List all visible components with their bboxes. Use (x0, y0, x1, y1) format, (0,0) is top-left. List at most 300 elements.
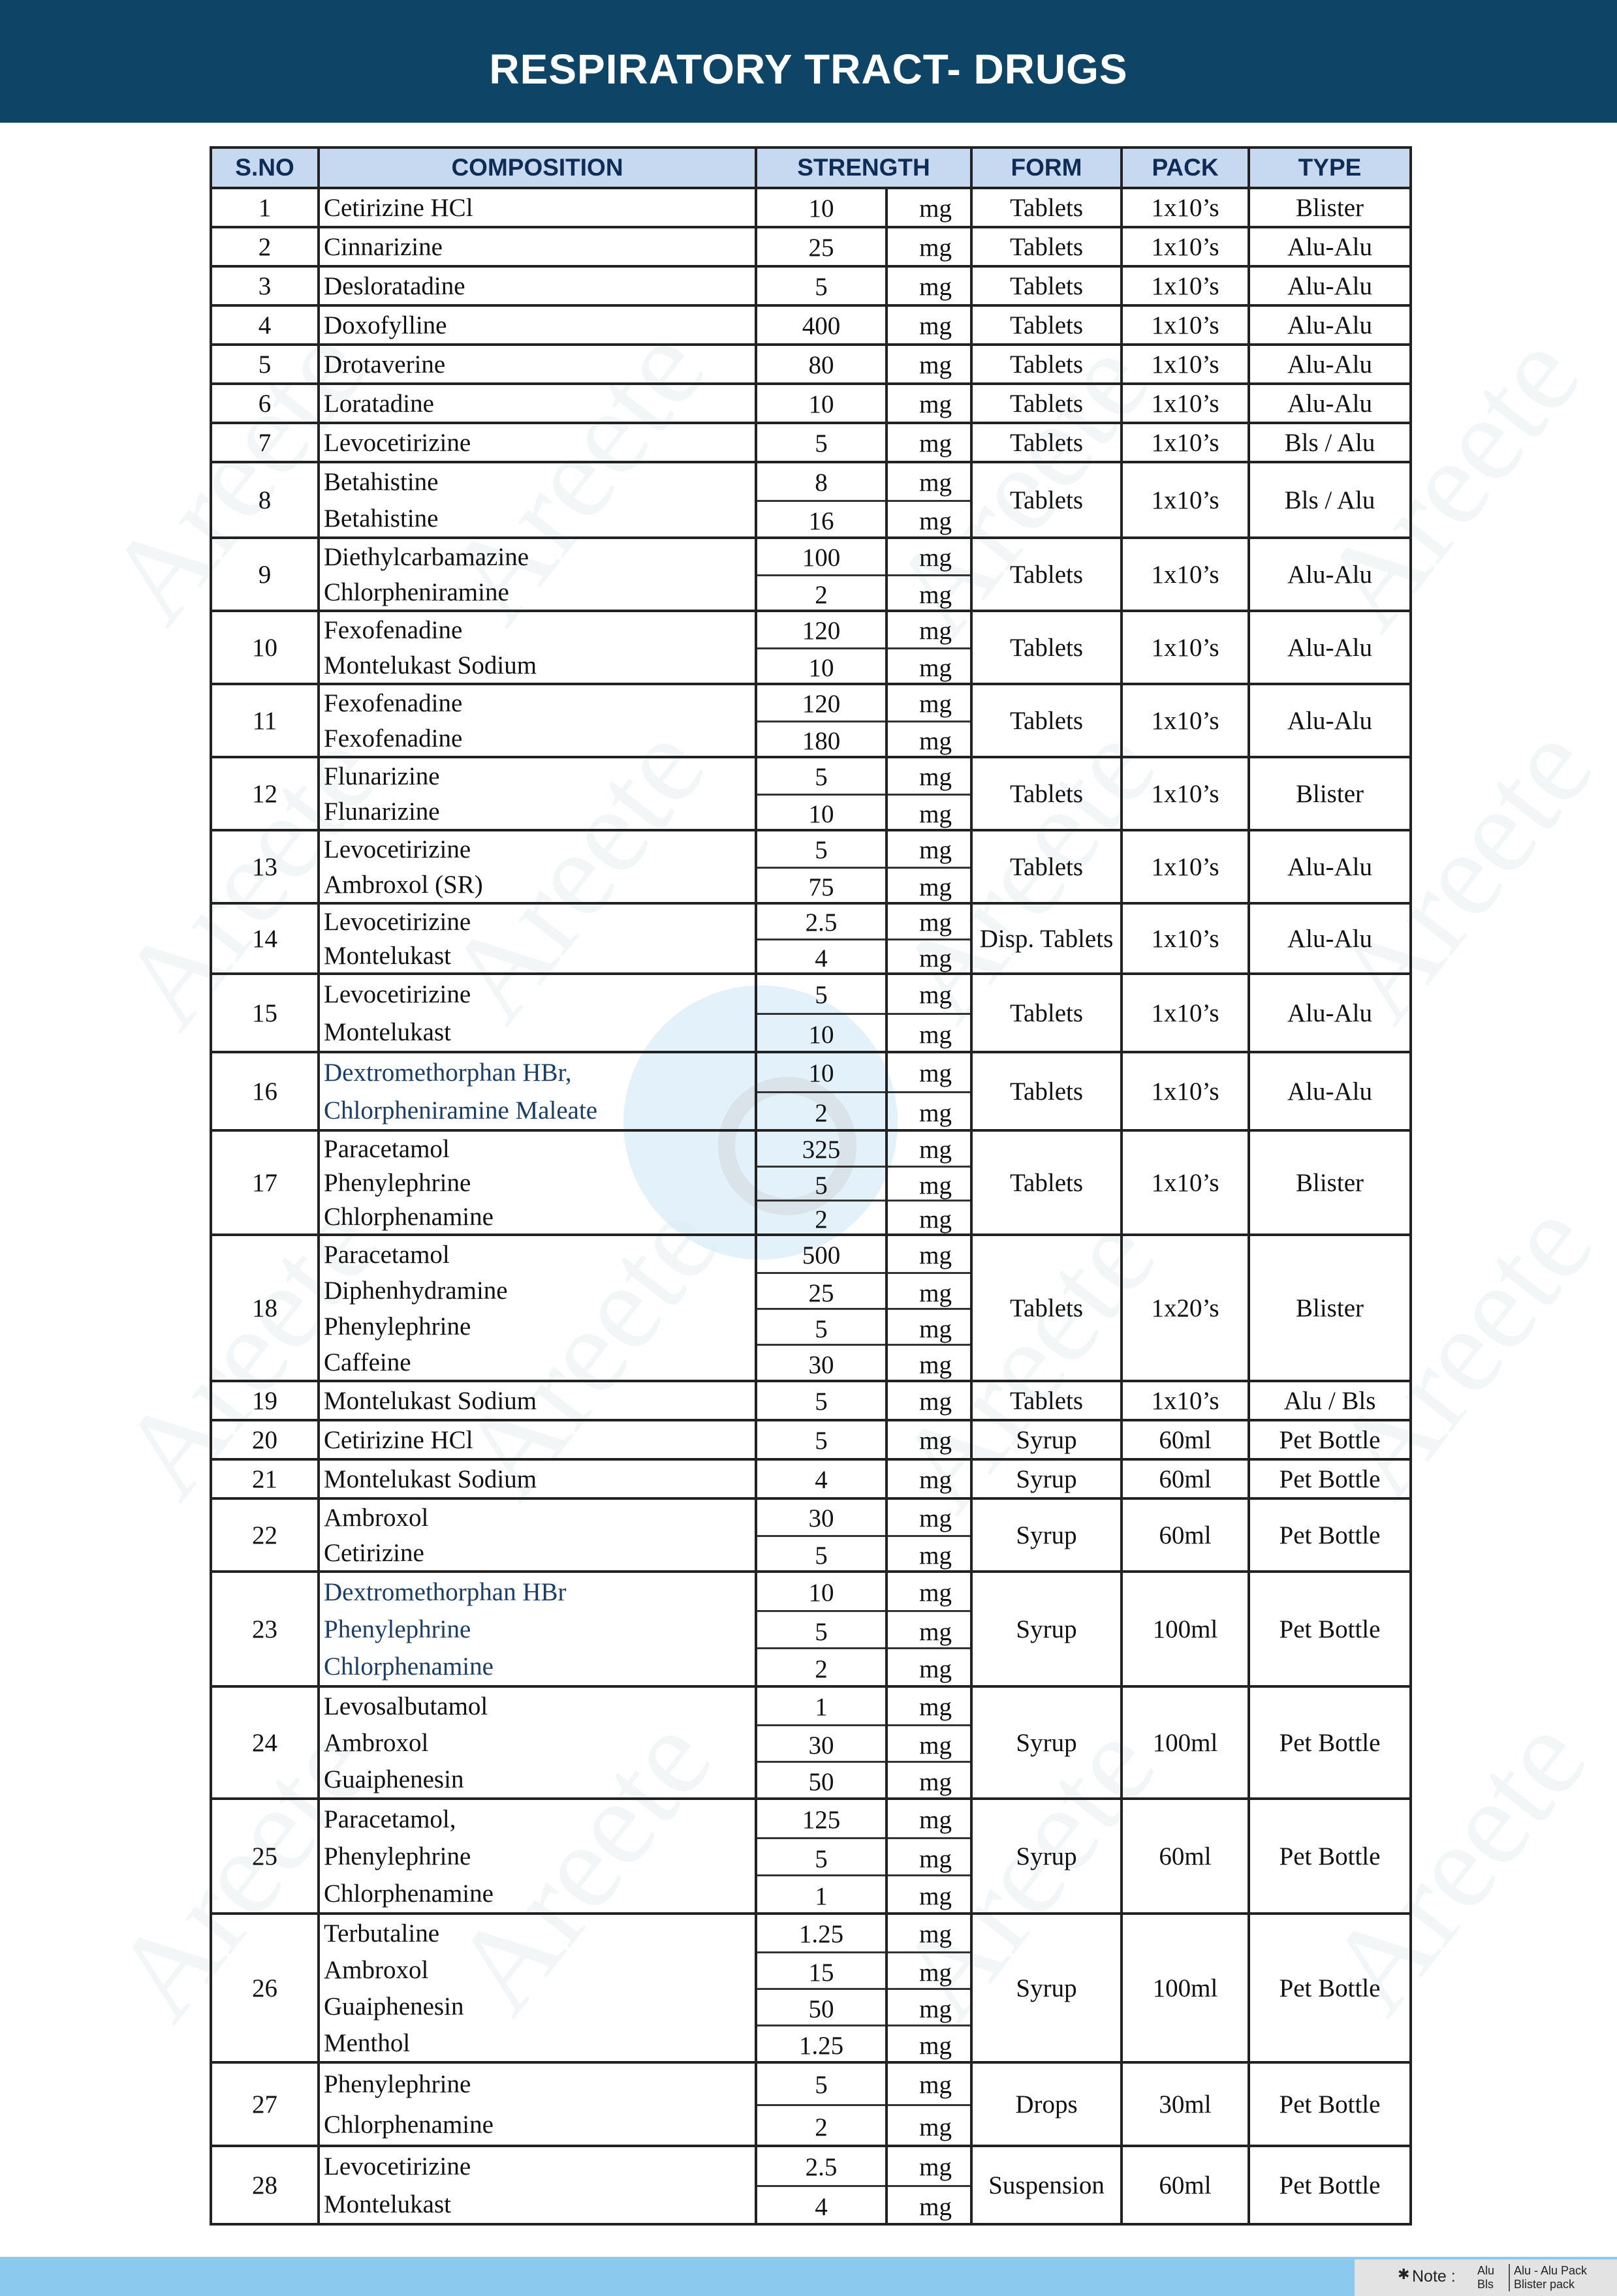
cell-form: Syrup (971, 1572, 1122, 1686)
cell-strength-value (756, 266, 887, 305)
cell-pack: 1x10’s (1122, 830, 1249, 903)
strength-unit: mg (888, 1308, 970, 1344)
cell-strength-value (756, 423, 887, 462)
cell-strength-unit (887, 2062, 971, 2146)
strength-unit: mg (919, 1504, 952, 1532)
cell-type: Alu-Alu (1249, 227, 1411, 266)
cell-pack: 1x10’s (1122, 462, 1249, 538)
table-row (211, 1235, 1411, 1381)
cell-sno: 26 (211, 1914, 319, 2062)
composition-ingredient: Phenylephrine (324, 1615, 471, 1643)
strength-unit: mg (888, 1837, 970, 1874)
drug-table (210, 146, 1412, 2226)
strength-value: 2 (757, 574, 885, 610)
table-row (211, 1381, 1411, 1420)
cell-strength-value (756, 830, 887, 903)
cell-form: Tablets (971, 974, 1122, 1052)
cell-form: Syrup (971, 1914, 1122, 2062)
cell-strength-value (756, 1130, 887, 1235)
cell-form: Disp. Tablets (971, 903, 1122, 974)
table-row (211, 1914, 1411, 2062)
cell-sno: 21 (211, 1459, 319, 1498)
composition-ingredient: Levocetirizine (324, 908, 471, 936)
cell-composition (319, 345, 756, 384)
composition-ingredient: Cetirizine HCl (324, 194, 473, 222)
strength-value: 325 (802, 1136, 841, 1164)
strength-value: 100 (802, 544, 841, 572)
strength-unit: mg (888, 867, 970, 902)
table-row (211, 1686, 1411, 1799)
cell-type: Bls / Alu (1249, 423, 1411, 462)
composition-ingredient: Paracetamol, (324, 1805, 456, 1833)
cell-pack: 1x10’s (1122, 757, 1249, 830)
cell-sno: 16 (211, 1052, 319, 1130)
table-row (211, 830, 1411, 903)
strength-unit: mg (888, 721, 970, 756)
cell-composition (319, 1459, 756, 1498)
table-row (211, 345, 1411, 384)
strength-unit: mg (919, 617, 952, 645)
table-row (211, 2062, 1411, 2146)
strength-unit: mg (888, 2104, 970, 2145)
cell-pack: 1x10’s (1122, 1381, 1249, 1420)
cell-type: Pet Bottle (1249, 1498, 1411, 1572)
header-sno: S.NO (211, 147, 319, 188)
strength-value: 5 (757, 1610, 885, 1647)
header-form: FORM (971, 147, 1122, 188)
cell-strength-value (756, 1572, 887, 1686)
composition-ingredient: Loratadine (324, 390, 434, 418)
strength-unit: mg (919, 1920, 952, 1948)
cell-strength-unit (887, 384, 971, 423)
composition-ingredient: Fexofenadine (324, 616, 463, 644)
composition-ingredient: Cinnarizine (324, 233, 443, 261)
composition-ingredient: Phenylephrine (324, 2070, 471, 2098)
strength-value: 10 (808, 1059, 834, 1087)
cell-strength-unit (887, 423, 971, 462)
strength-unit: mg (888, 1951, 970, 1988)
cell-form: Tablets (971, 266, 1122, 305)
cell-strength-unit (887, 1459, 971, 1498)
strength-unit: mg (919, 1579, 952, 1607)
table-row (211, 305, 1411, 345)
strength-value: 5 (815, 981, 828, 1009)
cell-pack: 1x10’s (1122, 903, 1249, 974)
table-row (211, 1498, 1411, 1572)
cell-strength-unit (887, 1799, 971, 1914)
cell-pack: 1x20’s (1122, 1235, 1249, 1381)
cell-pack: 1x10’s (1122, 538, 1249, 611)
composition-ingredient: Levocetirizine (324, 980, 471, 1008)
cell-composition (319, 903, 756, 974)
cell-strength-value (756, 384, 887, 423)
strength-unit: mg (919, 1241, 952, 1269)
cell-strength-unit (887, 1130, 971, 1235)
cell-form: Tablets (971, 538, 1122, 611)
cell-strength-unit (887, 305, 971, 345)
strength-unit: mg (888, 1272, 970, 1308)
strength-unit: mg (919, 2153, 952, 2181)
header-composition: COMPOSITION (319, 147, 756, 188)
cell-strength-value (756, 1914, 887, 2062)
strength-unit: mg (919, 390, 952, 418)
cell-form: Tablets (971, 1235, 1122, 1381)
strength-value: 10 (808, 194, 834, 223)
note-descriptions (1509, 2264, 1587, 2291)
cell-sno: 24 (211, 1686, 319, 1799)
cell-pack: 100ml (1122, 1572, 1249, 1686)
composition-ingredient: Montelukast (324, 1018, 451, 1046)
cell-sno: 7 (211, 423, 319, 462)
cell-strength-value (756, 903, 887, 974)
composition-ingredient: Levosalbutamol (324, 1692, 488, 1720)
cell-form: Tablets (971, 1381, 1122, 1420)
table-row (211, 227, 1411, 266)
header-pack: PACK (1122, 147, 1249, 188)
cell-composition (319, 1420, 756, 1459)
cell-strength-unit (887, 1914, 971, 2062)
cell-strength-unit (887, 611, 971, 684)
composition-ingredient: Dextromethorphan HBr, (324, 1059, 572, 1087)
table-row (211, 611, 1411, 684)
strength-value: 10 (757, 1013, 885, 1051)
strength-value: 5 (815, 763, 828, 791)
cell-sno: 4 (211, 305, 319, 345)
cell-strength-unit (887, 1052, 971, 1130)
strength-value: 16 (757, 500, 885, 536)
cell-type: Bls / Alu (1249, 462, 1411, 538)
composition-ingredient: Montelukast (324, 2190, 451, 2218)
strength-value: 2 (757, 1200, 885, 1233)
cell-sno: 11 (211, 684, 319, 757)
cell-strength-value (756, 1052, 887, 1130)
cell-type: Alu-Alu (1249, 266, 1411, 305)
strength-value: 10 (808, 390, 834, 418)
strength-value: 25 (757, 1272, 885, 1308)
cell-form: Tablets (971, 462, 1122, 538)
composition-ingredient: Flunarizine (324, 762, 440, 790)
cell-strength-value (756, 684, 887, 757)
cell-strength-value (756, 345, 887, 384)
composition-ingredient: Terbutaline (324, 1919, 440, 1947)
strength-unit: mg (888, 1874, 970, 1912)
strength-value: 4 (757, 2185, 885, 2223)
table-row (211, 384, 1411, 423)
table-row (211, 1052, 1411, 1130)
strength-value: 2 (757, 1647, 885, 1684)
composition-ingredient: Desloratadine (324, 272, 465, 300)
strength-unit: mg (919, 1466, 952, 1494)
cell-sno: 27 (211, 2062, 319, 2146)
composition-ingredient: Montelukast Sodium (324, 1465, 537, 1493)
strength-unit: mg (888, 1535, 970, 1570)
strength-value: 180 (757, 721, 885, 756)
strength-value: 5 (815, 1427, 828, 1455)
cell-type: Pet Bottle (1249, 1799, 1411, 1914)
strength-value: 10 (757, 794, 885, 829)
cell-sno: 8 (211, 462, 319, 538)
note-label: Note : (1412, 2267, 1456, 2286)
cell-composition (319, 1235, 756, 1381)
cell-strength-value (756, 188, 887, 227)
table-row (211, 1799, 1411, 1914)
cell-strength-unit (887, 2146, 971, 2224)
cell-form: Tablets (971, 384, 1122, 423)
cell-pack: 60ml (1122, 1498, 1249, 1572)
composition-ingredient: Guaiphenesin (324, 1993, 464, 2021)
cell-sno: 2 (211, 227, 319, 266)
composition-ingredient: Menthol (324, 2029, 411, 2057)
cell-strength-unit (887, 345, 971, 384)
strength-unit: mg (919, 1388, 952, 1416)
strength-value: 25 (808, 234, 834, 262)
cell-form: Tablets (971, 684, 1122, 757)
composition-ingredient: Paracetamol (324, 1241, 450, 1269)
cell-form: Syrup (971, 1498, 1122, 1572)
composition-ingredient: Levocetirizine (324, 429, 471, 457)
header-strength: STRENGTH (756, 147, 971, 188)
cell-composition (319, 305, 756, 345)
cell-type: Pet Bottle (1249, 1686, 1411, 1799)
cell-composition (319, 974, 756, 1052)
composition-ingredient: Cetirizine (324, 1539, 424, 1567)
table-row (211, 1420, 1411, 1459)
composition-ingredient: Ambroxol (SR) (324, 871, 483, 899)
composition-ingredient: Ambroxol (324, 1956, 429, 1984)
cell-sno: 9 (211, 538, 319, 611)
cell-strength-unit (887, 974, 971, 1052)
cell-strength-unit (887, 1572, 971, 1686)
strength-unit: mg (919, 1059, 952, 1087)
cell-composition (319, 1572, 756, 1686)
cell-type: Pet Bottle (1249, 2062, 1411, 2146)
cell-sno: 5 (211, 345, 319, 384)
cell-form: Syrup (971, 1799, 1122, 1914)
cell-type: Pet Bottle (1249, 2146, 1411, 2224)
cell-form: Tablets (971, 1052, 1122, 1130)
strength-value: 125 (802, 1806, 841, 1834)
cell-sno: 19 (211, 1381, 319, 1420)
cell-form: Tablets (971, 345, 1122, 384)
cell-sno: 1 (211, 188, 319, 227)
cell-form: Tablets (971, 1130, 1122, 1235)
strength-value: 50 (757, 1761, 885, 1797)
cell-type: Blister (1249, 1235, 1411, 1381)
cell-form: Tablets (971, 227, 1122, 266)
table-row (211, 538, 1411, 611)
cell-type: Alu-Alu (1249, 538, 1411, 611)
cell-composition (319, 1498, 756, 1572)
composition-ingredient: Chlorpheniramine (324, 578, 509, 606)
cell-strength-value (756, 1381, 887, 1420)
strength-value: 2 (757, 2104, 885, 2145)
strength-unit: mg (919, 312, 952, 340)
strength-unit: mg (888, 1013, 970, 1051)
strength-unit: mg (888, 574, 970, 610)
cell-pack: 1x10’s (1122, 227, 1249, 266)
strength-value: 10 (808, 1579, 834, 1607)
cell-form: Syrup (971, 1420, 1122, 1459)
cell-type: Alu-Alu (1249, 345, 1411, 384)
cell-strength-unit (887, 188, 971, 227)
strength-unit: mg (888, 1344, 970, 1380)
strength-unit: mg (888, 1988, 970, 2025)
strength-unit: mg (888, 2185, 970, 2223)
cell-pack: 1x10’s (1122, 266, 1249, 305)
table-row (211, 684, 1411, 757)
strength-value: 30 (757, 1344, 885, 1380)
cell-composition (319, 757, 756, 830)
strength-value: 5 (757, 1837, 885, 1874)
cell-strength-value (756, 1686, 887, 1799)
composition-ingredient: Ambroxol (324, 1729, 429, 1757)
cell-pack: 1x10’s (1122, 1052, 1249, 1130)
strength-unit: mg (888, 1761, 970, 1797)
composition-ingredient: Diethylcarbamazine (324, 543, 529, 571)
table-row (211, 903, 1411, 974)
composition-ingredient: Phenylephrine (324, 1842, 471, 1870)
cell-type: Alu-Alu (1249, 305, 1411, 345)
cell-strength-value (756, 227, 887, 266)
strength-value: 5 (815, 1388, 828, 1416)
header-type: TYPE (1249, 147, 1411, 188)
cell-sno: 23 (211, 1572, 319, 1686)
strength-value: 5 (757, 1166, 885, 1200)
cell-sno: 6 (211, 384, 319, 423)
strength-value: 80 (808, 351, 834, 379)
page-title: RESPIRATORY TRACT- DRUGS (489, 46, 1128, 93)
strength-value: 5 (815, 273, 828, 301)
strength-unit: mg (919, 908, 952, 937)
strength-value: 5 (815, 429, 828, 458)
cell-composition (319, 2062, 756, 2146)
strength-value: 8 (815, 469, 828, 497)
cell-type: Alu-Alu (1249, 974, 1411, 1052)
cell-composition (319, 266, 756, 305)
strength-unit: mg (888, 2025, 970, 2061)
cell-type: Alu-Alu (1249, 830, 1411, 903)
cell-sno: 28 (211, 2146, 319, 2224)
cell-form: Tablets (971, 757, 1122, 830)
composition-ingredient: Ambroxol (324, 1504, 429, 1532)
cell-type: Blister (1249, 188, 1411, 227)
cell-strength-value (756, 757, 887, 830)
composition-ingredient: Cetirizine HCl (324, 1426, 473, 1454)
cell-form: Syrup (971, 1459, 1122, 1498)
composition-ingredient: Dextromethorphan HBr (324, 1578, 567, 1606)
cell-strength-unit (887, 757, 971, 830)
composition-ingredient: Diphenhydramine (324, 1277, 508, 1305)
cell-pack: 60ml (1122, 2146, 1249, 2224)
strength-unit: mg (919, 351, 952, 379)
cell-sno: 3 (211, 266, 319, 305)
note-description: Blister pack (1514, 2278, 1575, 2291)
cell-type: Pet Bottle (1249, 1572, 1411, 1686)
cell-strength-unit (887, 1686, 971, 1799)
strength-value: 4 (757, 939, 885, 972)
strength-unit: mg (919, 763, 952, 791)
strength-value: 4 (815, 1466, 828, 1494)
cell-strength-value (756, 974, 887, 1052)
cell-composition (319, 1381, 756, 1420)
cell-strength-unit (887, 830, 971, 903)
strength-value: 1.25 (757, 2025, 885, 2061)
composition-ingredient: Levocetirizine (324, 835, 471, 863)
strength-value: 5 (757, 1308, 885, 1344)
cell-type: Pet Bottle (1249, 1420, 1411, 1459)
cell-composition (319, 1686, 756, 1799)
composition-ingredient: Doxofylline (324, 311, 447, 339)
composition-ingredient: Flunarizine (324, 798, 440, 826)
composition-ingredient: Chlorphenamine (324, 1652, 494, 1681)
cell-strength-value (756, 305, 887, 345)
composition-ingredient: Phenylephrine (324, 1169, 471, 1197)
strength-unit: mg (919, 234, 952, 262)
table-row (211, 266, 1411, 305)
cell-type: Alu-Alu (1249, 384, 1411, 423)
cell-strength-value (756, 538, 887, 611)
strength-unit: mg (888, 1724, 970, 1761)
strength-unit: mg (888, 1647, 970, 1684)
cell-pack: 1x10’s (1122, 305, 1249, 345)
cell-pack: 1x10’s (1122, 1130, 1249, 1235)
cell-type: Alu-Alu (1249, 611, 1411, 684)
cell-pack: 60ml (1122, 1799, 1249, 1914)
page-header (0, 0, 1617, 123)
composition-ingredient: Paracetamol (324, 1135, 450, 1163)
cell-form: Tablets (971, 611, 1122, 684)
composition-ingredient: Chlorphenamine (324, 1203, 494, 1231)
cell-pack: 1x10’s (1122, 423, 1249, 462)
strength-unit: mg (919, 2071, 952, 2099)
strength-unit: mg (888, 500, 970, 536)
cell-composition (319, 384, 756, 423)
strength-value: 10 (757, 647, 885, 683)
table-row (211, 423, 1411, 462)
composition-ingredient: Montelukast Sodium (324, 651, 537, 679)
cell-pack: 60ml (1122, 1459, 1249, 1498)
strength-value: 2.5 (805, 908, 838, 937)
strength-unit: mg (919, 194, 952, 223)
cell-strength-value (756, 1235, 887, 1381)
strength-unit: mg (888, 1166, 970, 1200)
cell-sno: 10 (211, 611, 319, 684)
strength-unit: mg (919, 1693, 952, 1721)
cell-sno: 17 (211, 1130, 319, 1235)
strength-unit: mg (919, 429, 952, 458)
cell-form: Drops (971, 2062, 1122, 2146)
drug-table-body (211, 188, 1411, 2224)
strength-value: 50 (757, 1988, 885, 2025)
cell-sno: 14 (211, 903, 319, 974)
cell-composition (319, 2146, 756, 2224)
cell-strength-value (756, 611, 887, 684)
composition-ingredient: Guaiphenesin (324, 1765, 464, 1793)
composition-ingredient: Levocetirizine (324, 2152, 471, 2180)
cell-form: Tablets (971, 188, 1122, 227)
strength-value: 5 (757, 1535, 885, 1570)
cell-pack: 1x10’s (1122, 384, 1249, 423)
cell-form: Syrup (971, 1686, 1122, 1799)
strength-value: 75 (757, 867, 885, 902)
strength-unit: mg (919, 273, 952, 301)
cell-strength-unit (887, 903, 971, 974)
cell-pack: 1x10’s (1122, 345, 1249, 384)
cell-sno: 13 (211, 830, 319, 903)
strength-unit: mg (919, 981, 952, 1009)
strength-value: 120 (802, 617, 841, 645)
cell-strength-unit (887, 1498, 971, 1572)
